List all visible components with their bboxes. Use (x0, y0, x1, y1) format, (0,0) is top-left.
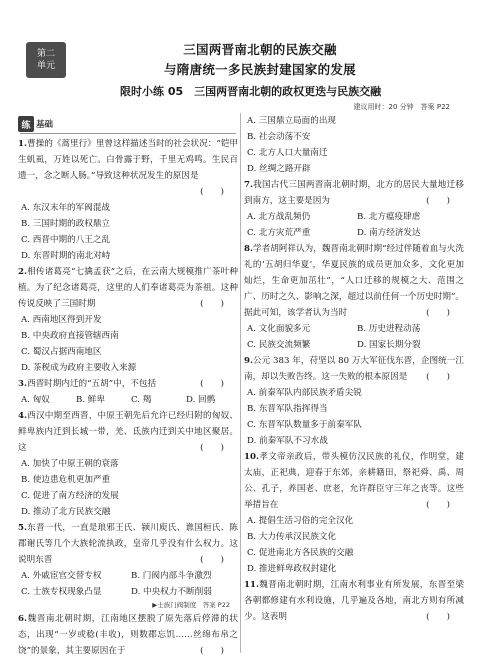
option[interactable]: B. 使边患危机更加严重 (21, 475, 111, 485)
option[interactable]: A. 东汉末年的军阀混战 (21, 203, 111, 213)
option[interactable]: D. 茶税成为政府主要收入来源 (21, 363, 137, 373)
section-label: 基础 (36, 120, 54, 130)
option[interactable]: C. 北方灾荒严重 (247, 228, 311, 238)
option[interactable]: D. 中央权力不断削弱 (131, 587, 212, 597)
option[interactable]: B. 大力传承汉民族文化 (247, 532, 337, 542)
question-6: 6.魏晋南北朝时期，江南地区摆脱了原先落后停滞的状态，出现“一岁或稔(丰收)，则数郡忘饥……丝绵布帛之饶”的景象，其主要原因在于 ( ) (18, 614, 238, 656)
title-line-2: 与隋唐统一多民族封建国家的发展 (163, 62, 356, 77)
option[interactable]: C. 羯 (131, 395, 152, 405)
time-answer-meta: 建议用时：20 分钟 答案 P22 (353, 103, 450, 111)
options-row (18, 568, 238, 584)
question-7: 7.我国古代三国两晋南北朝时期，北方的居民大量地迁移到南方，这主要是因为 ( ) (244, 180, 464, 206)
option[interactable]: D. 国家长期分裂 (357, 340, 421, 350)
option[interactable]: D. 前秦军队不习水战 (247, 436, 328, 446)
option[interactable]: D. 推进鲜卑政权封建化 (247, 564, 337, 574)
options-row (18, 584, 238, 600)
option[interactable]: D. 南方经济发达 (357, 228, 421, 238)
option[interactable]: D. 推动了北方民族交融 (21, 507, 111, 517)
option[interactable]: B. 社会动荡不安 (247, 132, 311, 142)
question-11: 11.魏晋南北朝时期，江南水利事业有所发展，东晋至梁各朝都修建有水利设施，几乎遍及各地，南北方则有所减少。这表明 ( ) (244, 580, 464, 622)
question-1: 1.曹操的《蒿里行》里曾这样描述当时的社会状况：“铠甲生虮虱，万姓以死亡。白骨露于野，千里无鸡鸣。生民百遗一，念之断人肠。”导致这种状况发生的原因是 (18, 139, 238, 181)
section-rule (20, 133, 236, 134)
option[interactable]: B. 中央政府直接管辖西南 (21, 331, 119, 341)
option[interactable]: A. 北方战乱频仍 (247, 212, 311, 222)
option[interactable]: C. 民族交流频繁 (247, 340, 311, 350)
page-title (80, 40, 440, 80)
option[interactable]: A. 匈奴 (21, 395, 50, 405)
question-9: 9.公元 383 年，苻坚以 80 万大军征伐东晋，企图统一江南，却以失败告终。这一失败的根本原因是 ( ) (244, 356, 464, 382)
option[interactable]: C. 西晋中期的八王之乱 (21, 235, 111, 245)
option[interactable]: C. 促进南北方各民族的交融 (247, 548, 354, 558)
question-8: 8.学者胡阿祥认为，魏晋南北朝时期“经过伴随着血与火洗礼的‘五胡归华夏’，华夏民族的成员更加众多，文化更加灿烂，生命更加茁壮”，“人口迁移的规模之大、范围之广、历时之久、影响之深，超过以前任何一个历史时期”。据此可知，该学者认为当时 ( ) (244, 244, 464, 318)
question-4: 4.西汉中期至西晋，中原王朝先后允许已经归附的匈奴、鲜卑族内迁到长城一带，羌、氐族内迁到关中地区聚居。这 ( ) (18, 411, 238, 453)
option[interactable]: A. 加快了中原王朝的衰落 (21, 459, 119, 469)
question-3: 3.西晋时期内迁的“五胡”中，不包括 ( ) (18, 379, 224, 389)
options-row (244, 225, 464, 241)
option[interactable]: A. 三国鼎立局面的出现 (247, 116, 337, 126)
option[interactable]: C. 东晋军队数量多于前秦军队 (247, 420, 362, 430)
option[interactable]: B. 东晋军队指挥得当 (247, 404, 328, 414)
column-divider (240, 113, 241, 653)
option[interactable]: C. 蜀汉占据西南地区 (21, 347, 102, 357)
unit-badge-line2: 单元 (36, 61, 55, 71)
option[interactable]: B. 鲜卑 (76, 395, 105, 405)
option[interactable]: C. 士族专权现象凸显 (21, 587, 102, 597)
option[interactable]: B. 门阀内部斗争激烈 (131, 571, 212, 581)
question-5: 5.东晋一代，一直是琅邪王氏、颍川庾氏、谯国桓氏、陈郡谢氏等几个大族轮流执政，皇帝几乎没有什么权力。这说明东晋 ( ) (18, 523, 238, 565)
option[interactable]: D. 回鹘 (186, 395, 216, 405)
option[interactable]: D. 东晋时期的南北对峙 (21, 251, 111, 261)
option[interactable]: A. 外戚宦官交替专权 (21, 571, 102, 581)
option[interactable]: B. 三国时期的政权鼎立 (21, 219, 111, 229)
option[interactable]: A. 前秦军队内部民族矛盾尖锐 (247, 388, 362, 398)
practice-icon: 练 (18, 116, 34, 132)
option[interactable]: C. 促进了南方经济的发展 (21, 491, 119, 501)
unit-badge-line1: 第二 (36, 49, 55, 59)
option[interactable]: C. 北方人口大量南迁 (247, 148, 328, 158)
exercise-subtitle: 限时小练 05 三国两晋南北朝的政权更迭与民族交融 (120, 85, 382, 98)
options-row (18, 392, 238, 408)
option[interactable]: A. 西南地区得到开发 (21, 315, 102, 325)
options-row (244, 337, 464, 353)
option[interactable]: D. 丝绸之路开辟 (247, 164, 311, 174)
title-line-1: 三国两晋南北朝的民族交融 (183, 42, 337, 57)
paren: ( ) (200, 187, 224, 197)
options-row (244, 209, 464, 225)
question-2: 2.相传诸葛亮“七擒孟获”之后，在云南大规模推广茶叶种植。为了纪念诸葛亮，这里的人们奉诸葛亮为茶祖。这种传说反映了三国时期 ( ) (18, 267, 238, 309)
unit-badge (26, 42, 66, 78)
option[interactable]: B. 历史进程动荡 (357, 324, 421, 334)
options-row (244, 321, 464, 337)
option[interactable]: B. 北方瘟疫肆虐 (357, 212, 421, 222)
section-tag (18, 116, 53, 132)
left-column (18, 136, 238, 659)
option[interactable]: A. 提倡生活习俗的完全汉化 (247, 516, 354, 526)
answer-tip: ▶士族门阀制度 答案 P22 (152, 601, 230, 609)
option[interactable]: A. 文化面貌多元 (247, 324, 311, 334)
question-10: 10.孝文帝亲政后，带头模仿汉民族的礼仪，作明堂，建太庙，正祀典，迎春于东郊，亲耕籍田，祭祀舜、禹、周公、孔子，养国老、庶老，允许群臣守三年之丧等。这些举措旨在 ( ) (244, 452, 464, 510)
right-column (244, 113, 464, 625)
